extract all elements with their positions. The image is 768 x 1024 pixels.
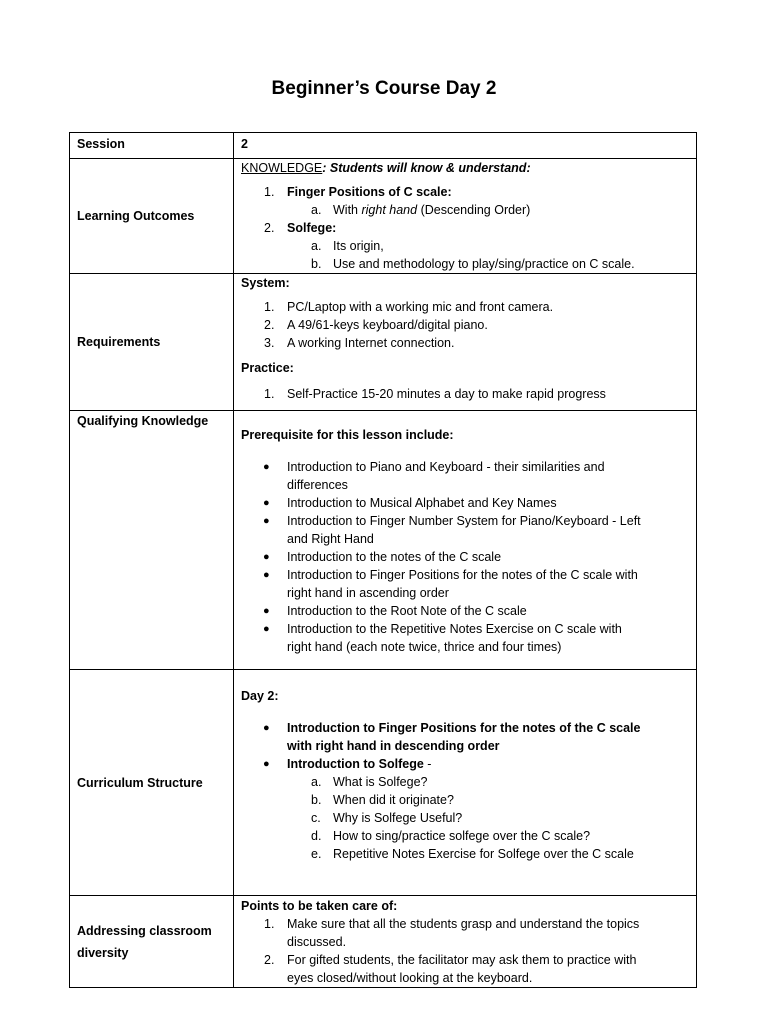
diversity-item-1-line1: Make sure that all the students grasp and understand the topics [287,917,640,931]
prereq-item-7-line2: right hand (each note twice, thrice and four times) [287,640,562,654]
learning-outcomes-label [70,159,234,274]
curriculum-sub-b-text: When did it originate? [333,793,454,807]
prereq-item-4 [241,548,689,566]
diversity-item-1-num: 1. [264,917,275,931]
curriculum-structure-cell [234,670,697,896]
system-item-3-num: 3. [264,336,275,350]
curriculum-item-2-tail: - [423,757,432,771]
curriculum-sub-b [241,791,689,809]
curriculum-sub-c-num: c. [311,811,321,825]
bullet-icon: ● [263,758,270,770]
outcome-item-2-sub-a [241,237,689,255]
system-item-2 [241,316,689,334]
curriculum-sub-d-text: How to sing/practice solfege over the C scale? [333,829,591,843]
row-requirements [70,274,697,411]
classroom-diversity-cell [234,896,697,988]
curriculum-sub-b-num: b. [311,793,322,807]
prereq-item-6 [241,602,689,620]
curriculum-sub-c [241,809,689,827]
practice-item-1 [241,385,689,403]
bullet-icon: ● [263,461,270,473]
classroom-diversity-label [70,896,234,988]
curriculum-sub-a-text: What is Solfege? [333,775,428,789]
requirements-label-text: Requirements [77,335,161,349]
document-title: Beginner’s Course Day 2 [271,78,497,99]
qualifying-knowledge-label-text: Qualifying Knowledge [77,414,209,428]
diversity-item-1 [241,915,689,951]
outcome-item-1-title: Finger Positions of C scale: [287,185,452,199]
diversity-item-2 [241,951,689,987]
prereq-item-5-line1: Introduction to Finger Positions for the notes of the C scale with [287,568,638,582]
classroom-diversity-label-line2: diversity [77,945,129,960]
diversity-item-2-line2: eyes closed/without looking at the keyboard. [287,971,533,985]
practice-item-1-text: Self-Practice 15-20 minutes a day to make rapid progress [287,387,606,401]
outcome-item-1-sub-a-pre: With [333,203,362,217]
prereq-item-4-line1: Introduction to the notes of the C scale [287,550,502,564]
prereq-item-1-line2: differences [287,478,348,492]
system-item-1-text: PC/Laptop with a working mic and front camera. [287,300,554,314]
bullet-icon: ● [263,497,270,509]
session-label [70,133,234,159]
learning-outcomes-label-text: Learning Outcomes [77,209,195,223]
outcome-item-2-num: 2. [264,221,275,235]
day-heading: Day 2: [241,689,279,703]
system-item-1-num: 1. [264,300,275,314]
system-heading: System: [241,276,290,290]
curriculum-item-2-bold: Introduction to Solfege [287,757,424,771]
curriculum-sub-e [241,845,689,863]
system-item-1 [241,298,689,316]
knowledge-tail: : Students will know & understand: [322,161,531,175]
prereq-item-3-line2: and Right Hand [287,532,374,546]
prereq-item-5-line2: right hand in ascending order [287,586,449,600]
prereq-item-7 [241,620,689,656]
classroom-diversity-label-line1: Addressing classroom [77,923,212,938]
learning-outcomes-cell [234,159,697,274]
lesson-plan-table [69,132,697,988]
practice-heading: Practice: [241,361,294,375]
outcome-item-2-title: Solfege: [287,221,337,235]
qualifying-knowledge-cell [234,411,697,670]
outcome-item-1-sub-a-post: (Descending Order) [417,203,531,217]
session-value: 2 [241,137,248,151]
session-label-text: Session [77,137,125,151]
outcome-item-2-sub-a-text: Its origin, [333,239,384,253]
bullet-icon: ● [263,623,270,635]
prerequisite-heading: Prerequisite for this lesson include: [241,428,454,442]
curriculum-sub-d [241,827,689,845]
requirements-label [70,274,234,411]
practice-item-1-num: 1. [264,387,275,401]
bullet-icon: ● [263,722,270,734]
bullet-icon: ● [263,605,270,617]
prereq-item-6-line1: Introduction to the Root Note of the C scale [287,604,527,618]
row-learning-outcomes [70,159,697,274]
diversity-item-2-line1: For gifted students, the facilitator may ask them to practice with [287,953,637,967]
curriculum-item-1-line1: Introduction to Finger Positions for the notes of the C scale [287,721,641,735]
row-session [70,133,697,159]
prereq-item-3-line1: Introduction to Finger Number System for Piano/Keyboard - Left [287,514,641,528]
system-item-3-text: A working Internet connection. [287,336,455,350]
curriculum-sub-a [241,773,689,791]
diversity-heading: Points to be taken care of: [241,899,398,913]
requirements-cell [234,274,697,411]
outcome-item-1-sub-a [241,201,689,219]
outcome-item-1 [241,183,689,201]
curriculum-sub-a-num: a. [311,775,322,789]
prereq-item-2 [241,494,689,512]
prereq-item-2-line1: Introduction to Musical Alphabet and Key Names [287,496,557,510]
curriculum-item-1-line2: with right hand in descending order [287,739,500,753]
outcome-item-2-sub-b [241,255,689,273]
row-classroom-diversity [70,896,697,988]
outcome-item-1-sub-a-num: a. [311,203,322,217]
curriculum-item-1 [241,719,689,755]
outcome-item-2-sub-b-num: b. [311,257,322,271]
bullet-icon: ● [263,569,270,581]
system-item-2-text: A 49/61-keys keyboard/digital piano. [287,318,488,332]
system-item-3 [241,334,689,352]
bullet-icon: ● [263,551,270,563]
curriculum-sub-e-num: e. [311,847,322,861]
outcome-item-2 [241,219,689,237]
row-qualifying-knowledge [70,411,697,670]
curriculum-item-2 [241,755,689,773]
curriculum-sub-d-num: d. [311,829,322,843]
prereq-item-3 [241,512,689,548]
session-value-cell [234,133,697,159]
row-curriculum-structure [70,670,697,896]
diversity-item-1-line2: discussed. [287,935,347,949]
system-item-2-num: 2. [264,318,275,332]
outcome-item-1-sub-a-italic: right hand [361,203,418,217]
outcome-item-2-sub-b-text: Use and methodology to play/sing/practice on C scale. [333,257,635,271]
curriculum-sub-e-text: Repetitive Notes Exercise for Solfege over the C scale [333,847,634,861]
diversity-item-2-num: 2. [264,953,275,967]
prereq-item-7-line1: Introduction to the Repetitive Notes Exercise on C scale with [287,622,622,636]
prereq-item-1-line1: Introduction to Piano and Keyboard - their similarities and [287,460,605,474]
qualifying-knowledge-label [70,411,234,670]
knowledge-heading [241,159,689,177]
bullet-icon: ● [263,515,270,527]
curriculum-sub-c-text: Why is Solfege Useful? [333,811,463,825]
prereq-item-1 [241,458,689,494]
prereq-item-5 [241,566,689,602]
outcome-item-2-sub-a-num: a. [311,239,322,253]
knowledge-label: KNOWLEDGE [241,161,323,175]
curriculum-structure-label-text: Curriculum Structure [77,775,203,790]
outcome-item-1-num: 1. [264,185,275,199]
curriculum-structure-label [70,670,234,896]
